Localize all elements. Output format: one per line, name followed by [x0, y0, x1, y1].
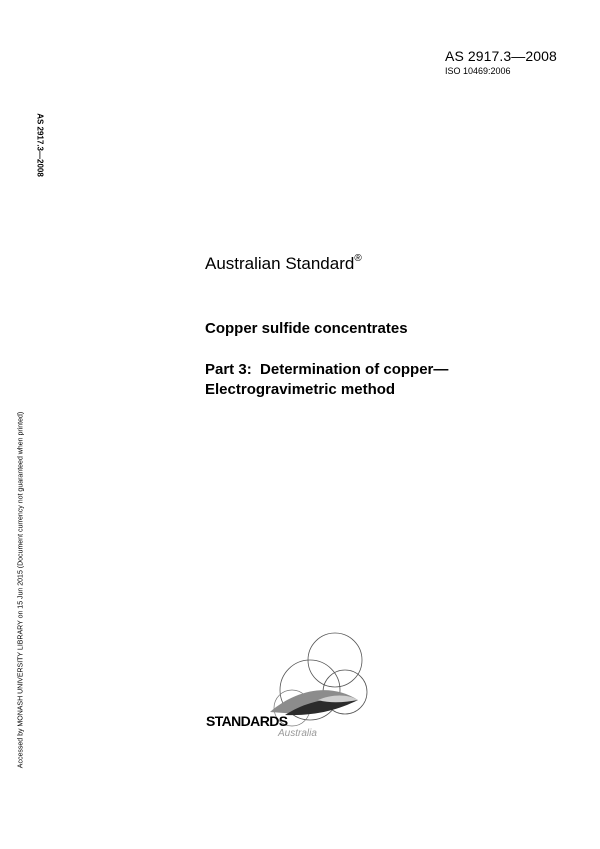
logo-subtitle: Australia: [278, 728, 317, 739]
standard-number: AS 2917.3—2008: [445, 48, 557, 64]
brand-label: Australian Standard: [205, 254, 355, 273]
logo-wordmark: STANDARDS: [206, 713, 288, 729]
spine-text: AS 2917.3—2008: [35, 113, 45, 177]
document-part-title: [205, 360, 448, 400]
part-title-line-2: Electrogravimetric method: [205, 381, 396, 398]
brand-title: [205, 253, 362, 274]
access-note: Accessed by MONASH UNIVERSITY LIBRARY on 15 Jun 2015 (Document currency not guaranteed when printed): [17, 411, 25, 769]
document-subject: Copper sulfide concentrates: [205, 320, 408, 337]
iso-reference: ISO 10469:2006: [445, 66, 511, 76]
part-title-line-1: Part 3: Determination of copper—: [205, 361, 449, 378]
registered-mark: ®: [354, 253, 362, 264]
